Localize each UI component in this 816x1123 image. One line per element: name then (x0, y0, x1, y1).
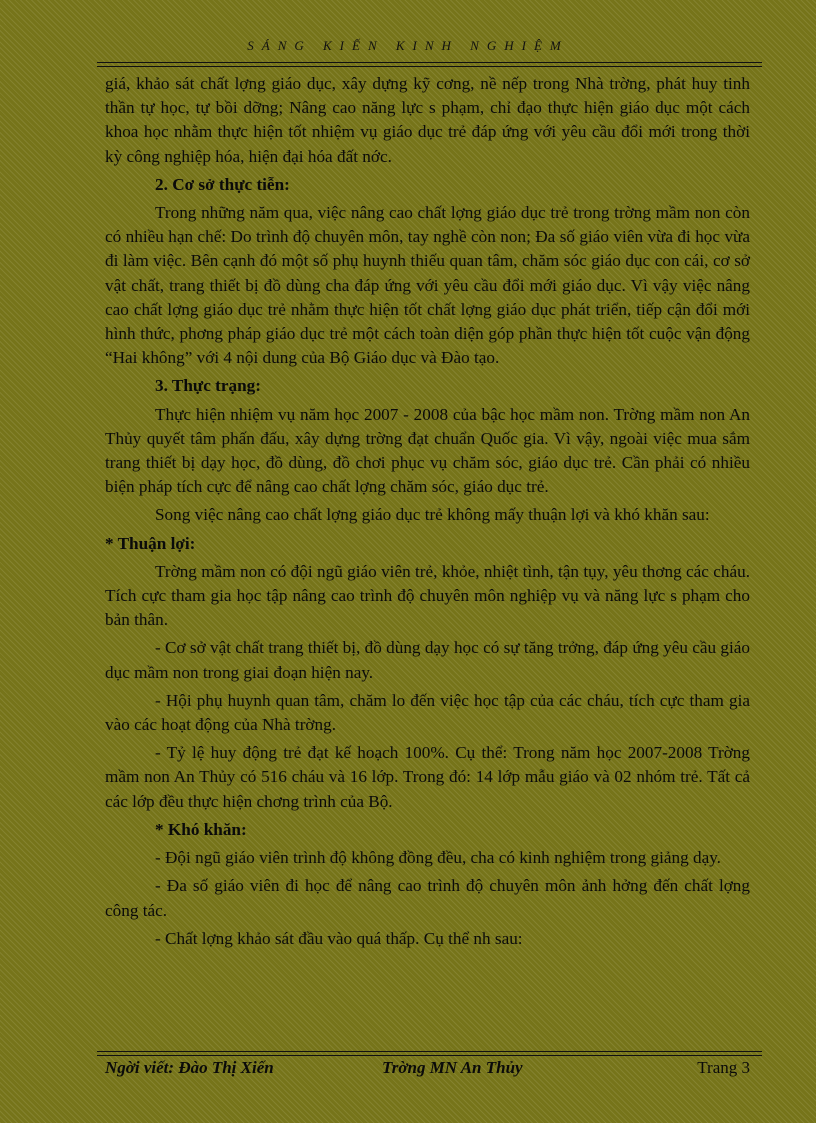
paragraph-difficulty-staff: - Đội ngũ giáo viên trình độ không đồng đều, cha có kinh nghiệm trong giảng dạy. (155, 848, 721, 868)
heading-current-situation: 3. Thực trạng: (155, 376, 261, 396)
paragraph-current-situation: Thực hiện nhiệm vụ năm học 2007 - 2008 của bậc học mầm non. Trờng mầm non An Thủy quyết tâm phấn đấu, xây dựng trờng đạt chuẩn Quốc gia. Vì vậy, ngoài việc mua sắm trang thiết bị dạy học, đồ dùng, đồ chơi phục vụ chăm sóc, giáo dục trẻ. Cần phải có nhiều biện pháp tích cực để nâng cao chất lợng chăm sóc, giáo dục trẻ. (105, 404, 750, 497)
paragraph-practical-basis: Trong những năm qua, việc nâng cao chất lợng giáo dục trẻ trong trờng mầm non còn có nhiều hạn chế: Do trình độ chuyên môn, tay nghề còn non; Đa số giáo viên vừa đi học vừa đi làm việc. Bên cạnh đó một số phụ huynh thiếu quan tâm, chăm sóc giáo dục con cái, cơ sở vật chất, trang thiết bị đồ dùng cha đáp ứng với yêu cầu đổi mới giáo dục. Vì vậy việc nâng cao chất lợng giáo dục trẻ nhằm thực hiện tốt chất lợng giáo dục phát triển, tiếp cận đổi mới hình thức, phơng pháp giáo dục trẻ một cách toàn diện góp phần thực hiện tốt cuộc vận động “Hai không” với 4 nội dung của Bộ Giáo dục và Đào tạo. (105, 203, 750, 368)
paragraph-advantage-parents: - Hội phụ huynh quan tâm, chăm lo đến việc học tập của các cháu, tích cực tham gia vào các hoạt động của Nhà trờng. (105, 690, 750, 735)
footer-rule-2 (97, 1055, 762, 1056)
header-rule-2 (97, 66, 762, 67)
heading-advantages: * Thuận lợi: (105, 533, 196, 553)
heading-difficulties: * Khó khăn: (155, 819, 247, 839)
paragraph-difficulty-intake: - Chất lợng khảo sát đầu vào quá thấp. Cụ thể nh sau: (155, 928, 523, 948)
footer-author: Ngời viết: Đào Thị Xiến (105, 1058, 274, 1077)
document-body (105, 72, 750, 951)
paragraph-advantage-facilities: - Cơ sở vật chất trang thiết bị, đồ dùng dạy học có sự tăng trởng, đáp ứng yêu cầu giáo dục mầm non trong giai đoạn hiện nay. (105, 638, 750, 682)
heading-practical-basis: 2. Cơ sở thực tiễn: (155, 174, 290, 194)
paragraph-intro-continued: giá, khảo sát chất lợng giáo dục, xây dựng kỹ cơng, nề nếp trong Nhà trờng, phát huy tinh thần tự học, tự bồi dỡng; Nâng cao năng lực s phạm, chỉ đạo thực hiện giáo dục một cách khoa học nhằm thực hiện tốt nhiệm vụ giáo dục trẻ đáp ứng với yêu cầu đổi mới trong thời kỳ công nghiệp hóa, hiện đại hóa đất nớc. (105, 74, 750, 166)
footer-rule (97, 1051, 762, 1052)
paragraph-advantages-intro: Song việc nâng cao chất lợng giáo dục trẻ không mấy thuận lợi và khó khăn sau: (155, 505, 710, 525)
paragraph-difficulty-study: - Đa số giáo viên đi học để nâng cao trình độ chuyên môn ảnh hởng đến chất lợng công tác. (105, 876, 750, 920)
footer-page-number: Trang 3 (697, 1058, 750, 1077)
header-rule (97, 62, 762, 63)
footer-line (105, 1058, 750, 1082)
paragraph-advantage-staff: Trờng mầm non có đội ngũ giáo viên trẻ, khỏe, nhiệt tình, tận tụy, yêu thơng các cháu. Tích cực tham gia học tập nâng cao trình độ chuyên môn nghiệp vụ và năng lực s phạm cho bản thân. (105, 561, 750, 630)
header-title: SÁNG KIẾN KINH NGHIỆM (247, 38, 569, 53)
footer-school: Trờng MN An Thủy (382, 1058, 523, 1077)
paragraph-advantage-enrollment: - Tỷ lệ huy động trẻ đạt kế hoạch 100%. Cụ thể: Trong năm học 2007-2008 Trờng mầm non An Thủy có 516 cháu và 16 lớp. Trong đó: 14 lớp mẫu giáo và 02 nhóm trẻ. Tất cả các lớp đều thực hiện chơng trình của Bộ. (105, 743, 750, 811)
